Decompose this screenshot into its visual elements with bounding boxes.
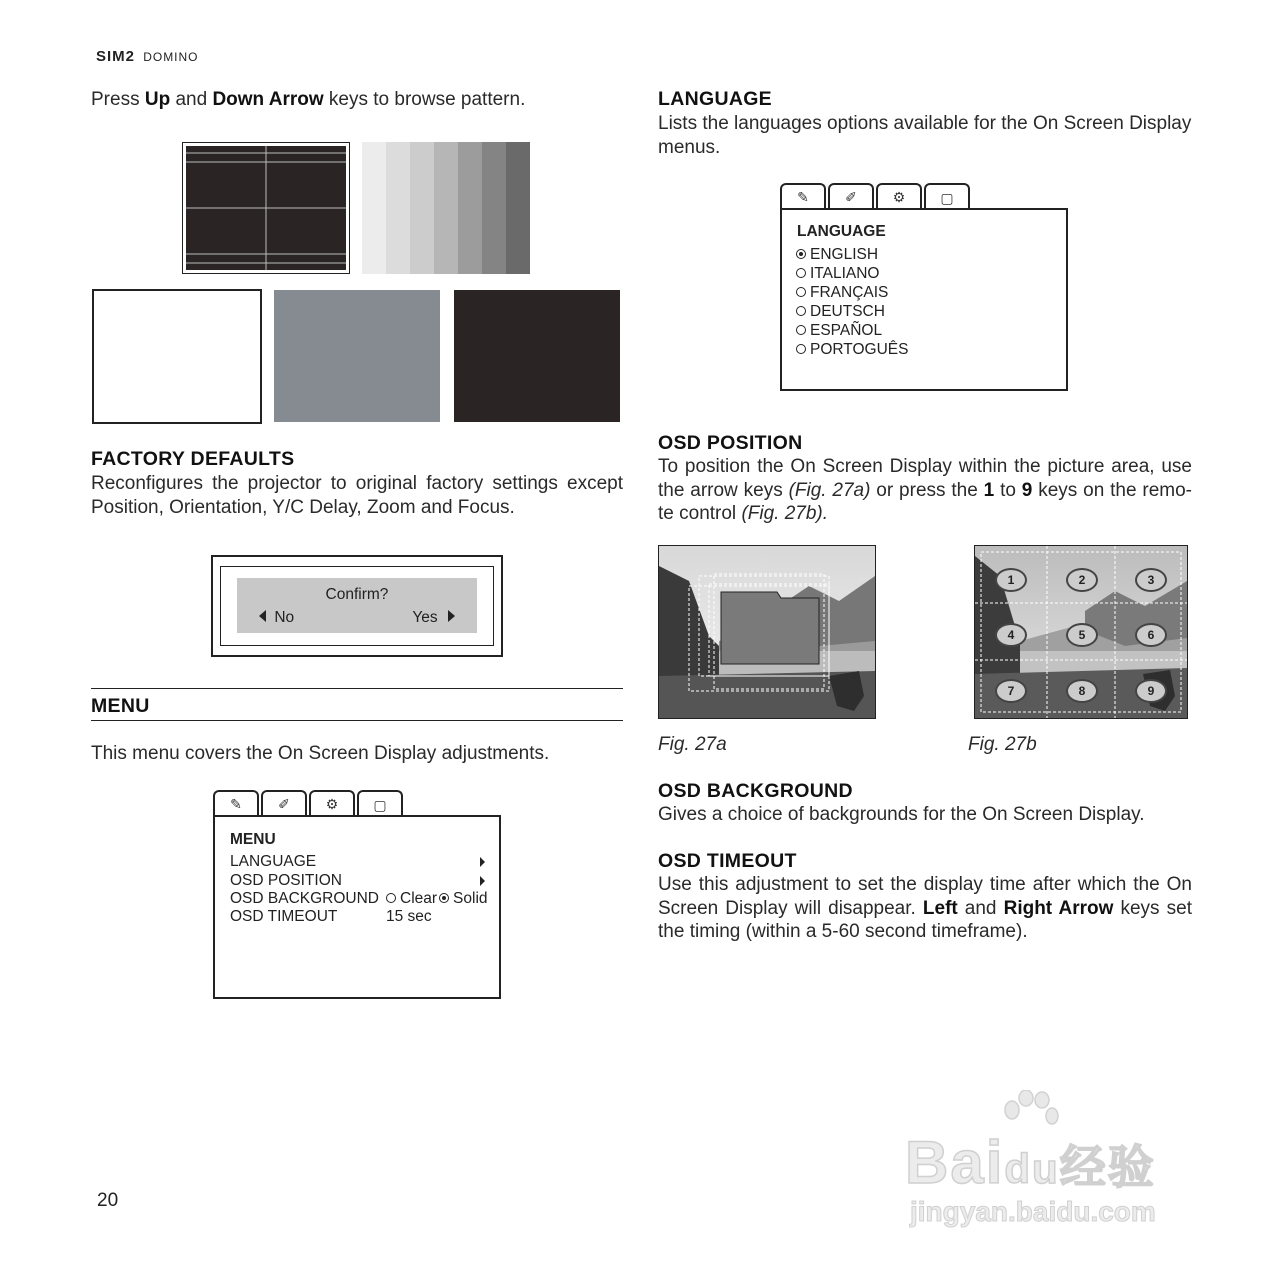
radio-icon (796, 287, 806, 297)
watermark-jingyan: 经验 (1059, 1141, 1156, 1193)
gray-pattern (274, 290, 440, 422)
crosshatch-pattern (182, 142, 350, 274)
menu-item-osd-background[interactable]: OSD BACKGROUND Clear Solid (230, 890, 488, 907)
position-key-5[interactable]: 5 (1066, 623, 1098, 647)
folder-icon: ▢ (940, 189, 954, 206)
position-key-1[interactable]: 1 (995, 568, 1027, 592)
menu-item-osd-timeout[interactable]: OSD TIMEOUT 15 sec (230, 908, 432, 925)
language-option[interactable]: ENGLISH (796, 246, 878, 264)
figure-27a-caption: Fig. 27a (658, 734, 727, 755)
position-key-6[interactable]: 6 (1135, 623, 1167, 647)
tab-image[interactable] (828, 183, 874, 209)
osd-background-text: Gives a choice of backgrounds for the On Screen Display. (658, 804, 1145, 825)
position-key-7[interactable]: 7 (995, 679, 1027, 703)
watermark-du: du (1004, 1145, 1060, 1192)
language-option[interactable]: ESPAÑOL (796, 322, 882, 340)
language-heading: LANGUAGE (658, 88, 772, 110)
osd-position-heading: OSD POSITION (658, 432, 803, 454)
menu-rule-top (91, 688, 623, 689)
figure-27b-image (974, 545, 1188, 719)
confirm-question: Confirm? (325, 586, 389, 603)
language-text: Lists the languages options available for the On Screen Display menus. (658, 113, 1192, 158)
option-solid[interactable]: Solid (453, 890, 488, 907)
menu-intro-text: This menu covers the On Screen Display adjustments. (91, 743, 550, 764)
osd-background-heading: OSD BACKGROUND (658, 780, 853, 802)
menu-rule-bottom (91, 720, 623, 721)
radio-clear-icon (386, 893, 396, 903)
intro-text: Press Up and Down Arrow keys to browse pattern. (91, 89, 526, 110)
language-option[interactable]: PORTOGUÊS (796, 341, 908, 359)
position-key-2[interactable]: 2 (1066, 568, 1098, 592)
page-number: 20 (97, 1190, 119, 1211)
submenu-arrow-icon (480, 876, 485, 886)
gear-icon: ⚙ (892, 188, 906, 205)
tab-settings[interactable] (309, 790, 355, 816)
product-name: DOMINO (143, 50, 199, 64)
osd-position-text: To position the On Screen Display within the picture area, use the arrow keys (Fig. 27a) or press the 1 to 9 keys on the remo-te control (Fig. 27b). (658, 456, 1193, 524)
brand-name: SIM2 (96, 48, 136, 65)
menu-osd-title: MENU (230, 831, 276, 848)
confirm-no-button[interactable]: No (259, 609, 294, 627)
watermark-bai: Bai (905, 1129, 1005, 1196)
edit-icon: ✐ (278, 795, 290, 812)
folder-icon: ▢ (373, 796, 387, 813)
confirm-yes-button[interactable]: Yes (412, 609, 455, 627)
black-pattern (454, 290, 620, 422)
radio-icon (796, 268, 806, 278)
figure-27a-image (658, 545, 876, 719)
timeout-value: 15 sec (386, 908, 432, 925)
osd-timeout-text: Use this adjustment to set the display time after which the On Screen Display will disappear. Left and Right Arrow keys set the timing (within a 5-60 second timeframe). (658, 874, 1192, 942)
figure-27b-caption: Fig. 27b (968, 734, 1037, 755)
baidu-watermark (905, 1090, 1205, 1230)
radio-selected-icon (796, 249, 806, 259)
menu-item-language[interactable]: LANGUAGE (230, 853, 485, 871)
tab-menu[interactable] (924, 183, 970, 211)
tab-image[interactable] (261, 790, 307, 816)
gear-icon: ⚙ (325, 795, 339, 812)
grayscale-pattern (362, 142, 530, 274)
language-osd-tabs (780, 183, 972, 209)
menu-heading: MENU (91, 695, 150, 717)
language-option[interactable]: ITALIANO (796, 265, 879, 283)
language-osd-title: LANGUAGE (797, 223, 886, 240)
radio-icon (796, 325, 806, 335)
option-clear[interactable]: Clear (400, 890, 438, 907)
right-arrow-icon (448, 610, 455, 622)
osd-timeout-heading: OSD TIMEOUT (658, 850, 797, 872)
confirm-dialog (211, 555, 503, 657)
position-key-9[interactable]: 9 (1135, 679, 1167, 703)
menu-osd-panel (213, 815, 501, 999)
header-brand (96, 48, 199, 65)
picture-icon: ✎ (797, 188, 809, 205)
tab-picture[interactable] (213, 790, 259, 816)
picture-icon: ✎ (230, 795, 242, 812)
tab-picture[interactable] (780, 183, 826, 209)
language-option[interactable]: DEUTSCH (796, 303, 885, 321)
position-key-4[interactable]: 4 (995, 623, 1027, 647)
left-arrow-icon (259, 610, 266, 622)
factory-defaults-text: Reconfigures the projector to original factory settings except Position, Orientation, Y/C Delay, Zoom and Focus. (91, 473, 623, 518)
menu-osd-tabs (213, 790, 405, 816)
tab-menu[interactable] (357, 790, 403, 818)
factory-defaults-heading: FACTORY DEFAULTS (91, 448, 295, 470)
white-pattern (92, 289, 262, 424)
position-key-3[interactable]: 3 (1135, 568, 1167, 592)
radio-solid-icon (439, 893, 449, 903)
watermark-url: jingyan.baidu.com (910, 1196, 1156, 1227)
menu-item-osd-position[interactable]: OSD POSITION (230, 872, 485, 890)
language-osd-panel (780, 208, 1068, 391)
submenu-arrow-icon (480, 857, 485, 867)
language-option[interactable]: FRANÇAIS (796, 284, 888, 302)
radio-icon (796, 344, 806, 354)
radio-icon (796, 306, 806, 316)
position-key-8[interactable]: 8 (1066, 679, 1098, 703)
tab-settings[interactable] (876, 183, 922, 209)
edit-icon: ✐ (845, 188, 857, 205)
